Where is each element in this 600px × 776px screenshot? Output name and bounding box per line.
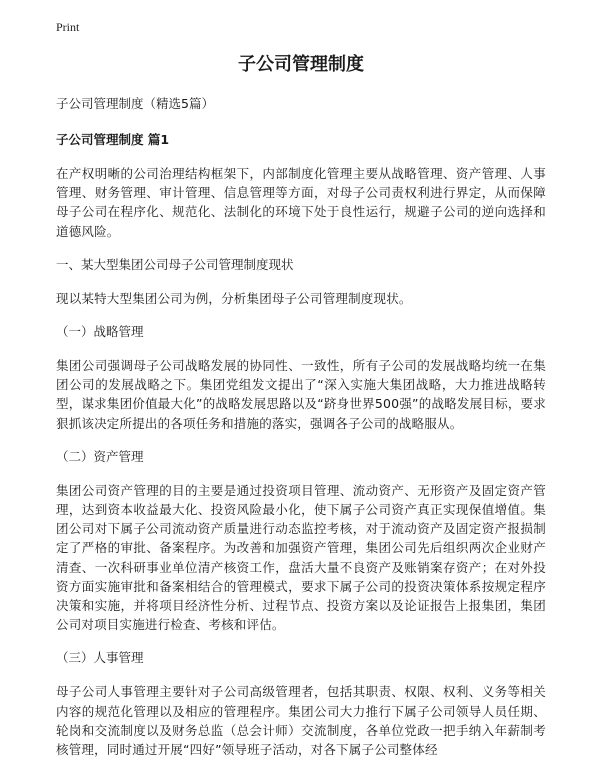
paragraph-intro: 在产权明晰的公司治理结构框架下，内部制度化管理主要从战略管理、资产管理、人事管理、财务管理、审计管理、信息管理等方面，对母子公司责权利进行界定，从而保障母子公司在程序化、规范化、法制化的环境下处于良性运行，规避子公司的逆向选择和道德风险。	[56, 166, 546, 239]
paragraph-assets: 集团公司资产管理的目的主要是通过投资项目管理、流动资产、无形资产及固定资产管理，达到资本收益最大化、投资风险最小化，使下属子公司资产真正实现保值增值。集团公司对下属子公司流动资产质量进行动态监控考核，对于流动资产及固定资产报损制定了严格的审批、备案程序。为改善和加强资产管理，集团公司先后组织两次企业财产清查、一次科研事业单位清产核资工作，盘活大量不良资产及账销案存资产；在对外投资方面实施审批和备案相结合的管理模式，要求下属子公司的投资决策体系按规定程序决策和实施，并将项目经济性分析、过程节点、投资方案以及论证报告上报集团，集团公司对项目实施进行检查、考核和评估。	[56, 482, 546, 633]
paragraph-status: 现以某特大型集团公司为例，分析集团母子公司管理制度现状。	[56, 290, 412, 306]
print-label[interactable]: Print	[56, 20, 80, 34]
document-body	[56, 52, 546, 773]
heading-strategy: （一）战略管理	[56, 324, 144, 340]
heading-assets: （二）资产管理	[56, 448, 144, 464]
section-title: 子公司管理制度 篇1	[56, 132, 170, 147]
heading-personnel: （三）人事管理	[56, 650, 144, 666]
document-subtitle: 子公司管理制度（精选5篇）	[56, 96, 214, 111]
paragraph-personnel: 母子公司人事管理主要针对子公司高级管理者，包括其职责、权限、权利、义务等相关内容的规范化管理以及相应的管理程序。集团公司大力推行下属子公司领导人员任期、轮岗和交流制度以及财务总监（总会计师）交流制度，各单位党政一把手纳入年薪制考核管理，同时通过开展“四好”领导班子活动，对各下属子公司整体经	[56, 684, 546, 758]
paragraph-strategy: 集团公司强调母子公司战略发展的协同性、一致性，所有子公司的发展战略均统一在集团公司的发展战略之下。集团党组发文提出了“深入实施大集团战略，大力推进战略转型，谋求集团价值最大化”的战略发展思路以及“跻身世界500强”的战略发展目标，要求狠抓该决定所提出的各项任务和措施的落实，强调各子公司的战略服从。	[56, 358, 546, 431]
document-title: 子公司管理制度	[238, 54, 364, 75]
heading-section-1: 一、某大型集团公司母子公司管理制度现状	[56, 256, 294, 272]
